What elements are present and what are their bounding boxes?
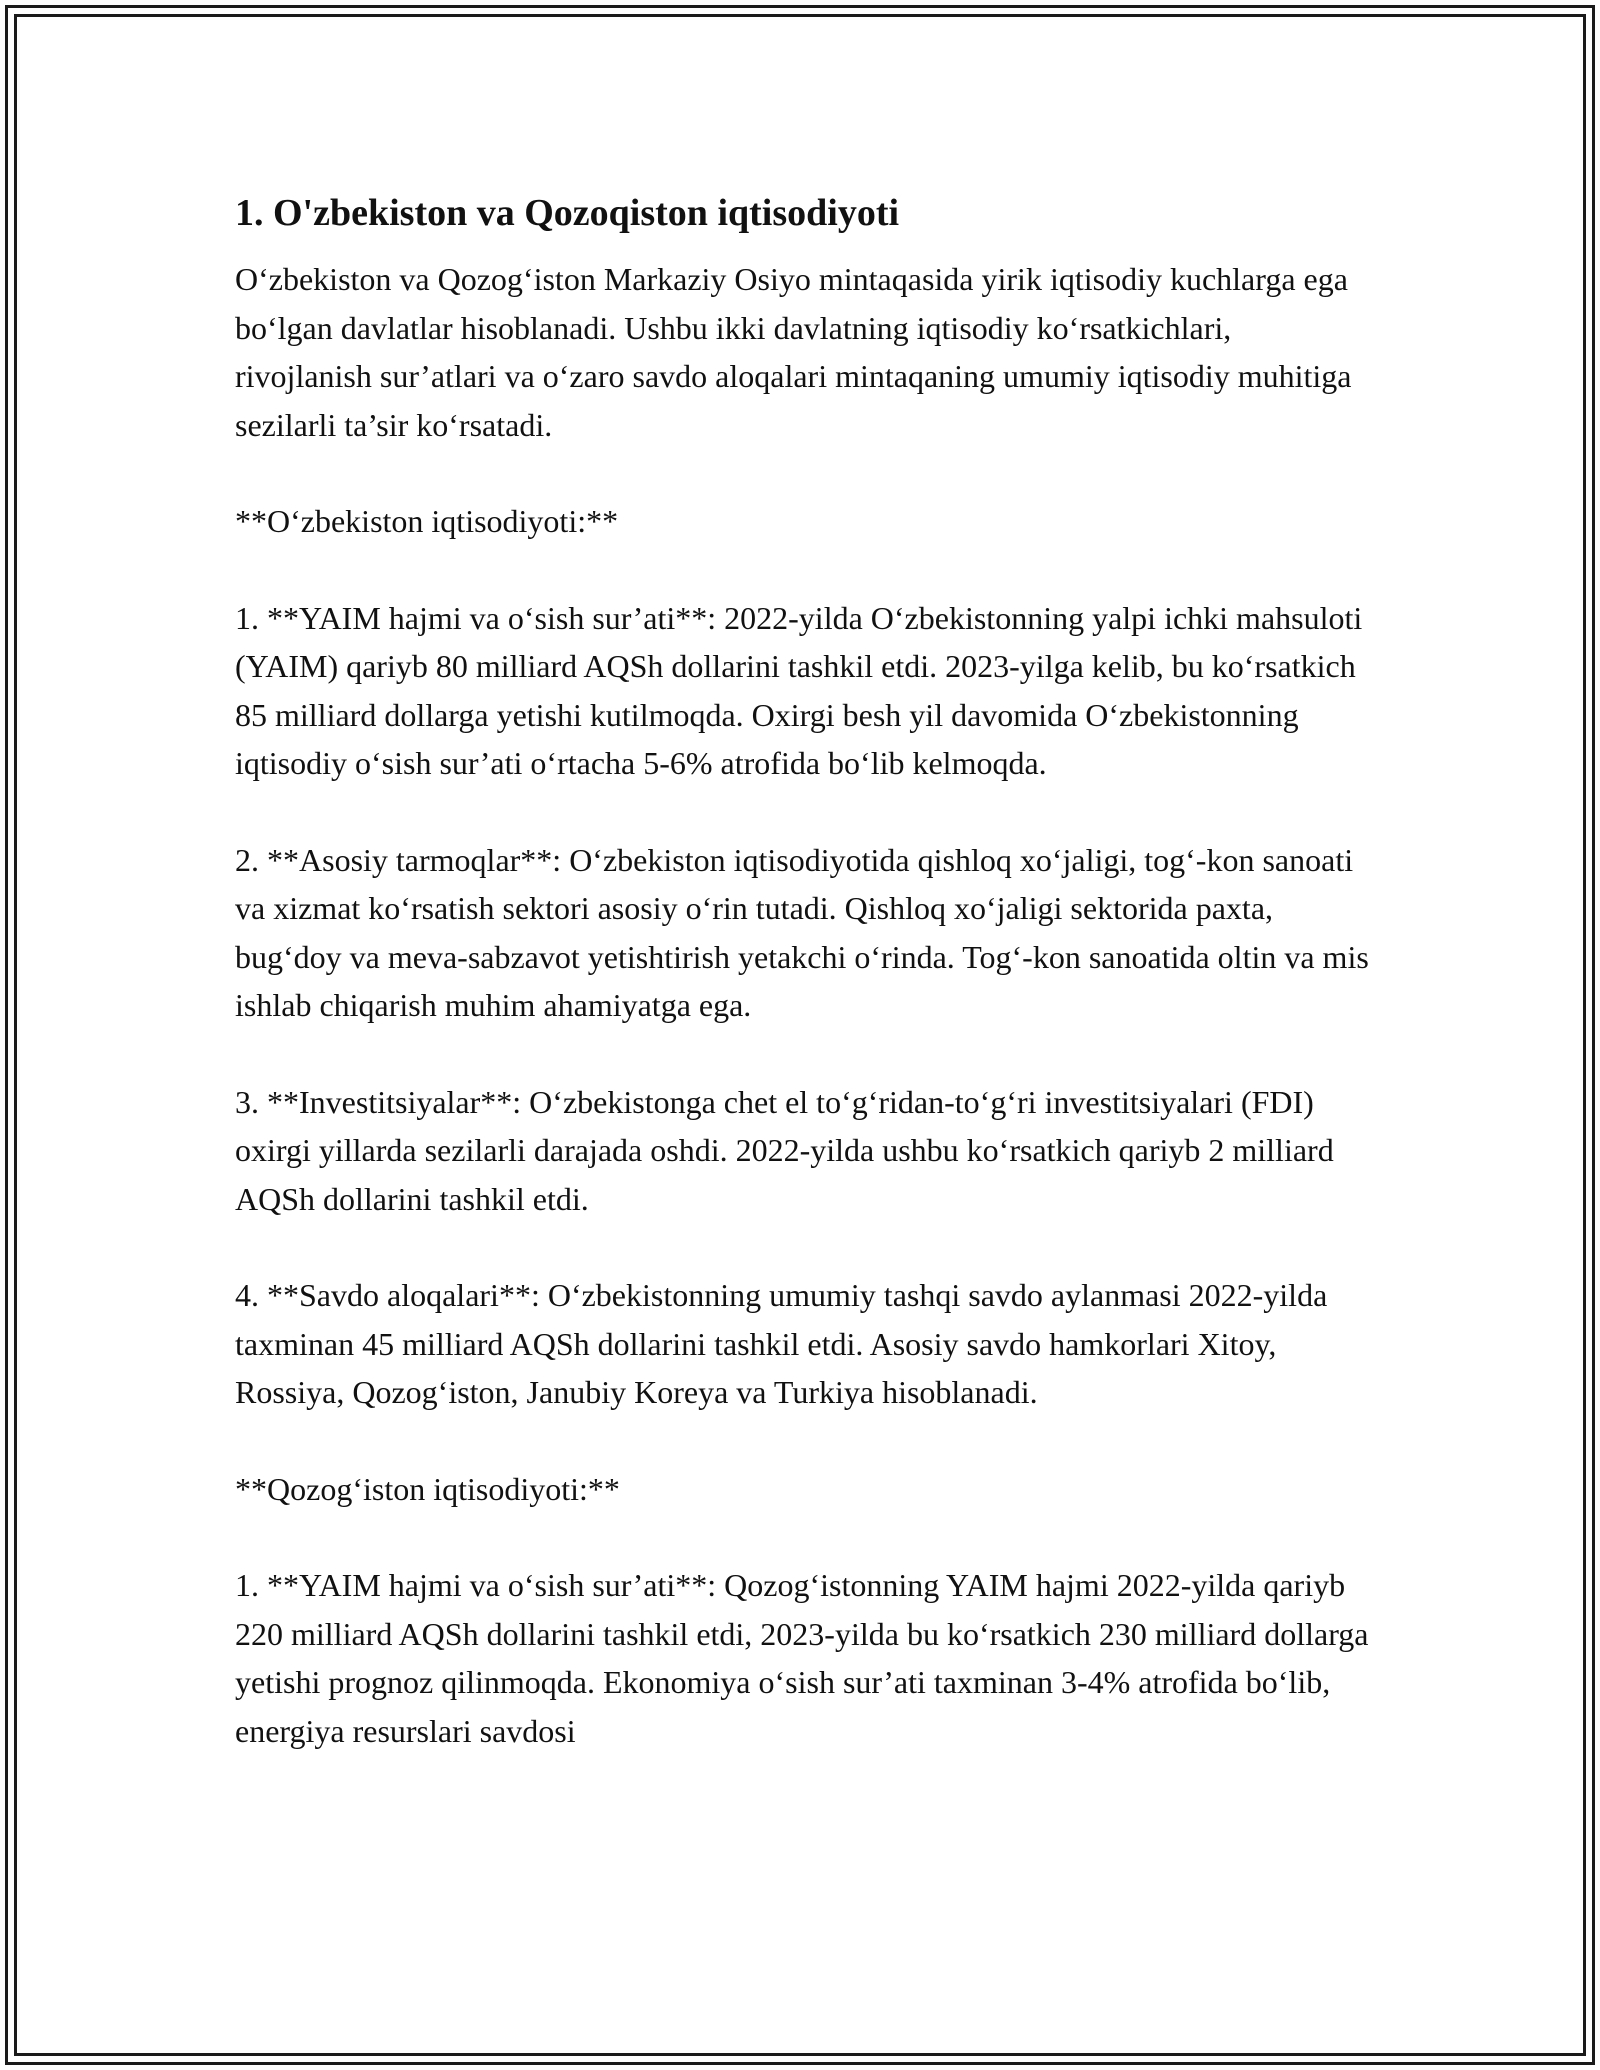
uzbekistan-sectors-paragraph: 2. **Asosiy tarmoqlar**: O‘zbekiston iqtisodiyotida qishloq xo‘jaligi, tog‘-kon sanoati va xizmat ko‘rsatish sektori asosiy o‘rin tutadi. Qishloq xo‘jaligi sektorida paxta, bug‘doy va meva-sabzavot yetishtirish yetakchi o‘rinda. Tog‘-kon sanoatida oltin va mis ishlab chiqarish muhim ahamiyatga ega. — [235, 841, 1369, 1023]
uzbekistan-gdp-paragraph: 1. **YAIM hajmi va o‘sish sur’ati**: 2022-yilda O‘zbekistonning yalpi ichki mahsuloti (YAIM) qariyb 80 milliard AQSh dollarini tashkil etdi. 2023-yilga kelib, bu ko‘rsatkich 85 milliard dollarga yetishi kutilmoqda. Oxirgi besh yil davomida O‘zbekistonning iqtisodiy o‘sish sur’ati o‘rtacha 5-6% atrofida bo‘lib kelmoqda. — [235, 599, 1363, 781]
uzbekistan-investments-paragraph: 3. **Investitsiyalar**: O‘zbekistonga chet el to‘g‘ridan-to‘g‘ri investitsiyalari (FDI) oxirgi yillarda sezilarli darajada oshdi. 2022-yilda ushbu ko‘rsatkich qariyb 2 milliard AQSh dollarini tashkil etdi. — [235, 1083, 1334, 1217]
uzbekistan-subheading: **O‘zbekiston iqtisodiyoti:** — [235, 503, 619, 539]
section-heading: 1. O'zbekiston va Qozoqiston iqtisodiyoti — [235, 192, 900, 234]
document-body — [235, 187, 1375, 1803]
intro-paragraph: O‘zbekiston va Qozog‘iston Markaziy Osiyo mintaqasida yirik iqtisodiy kuchlarga ega bo‘lgan davlatlar hisoblanadi. Ushbu ikki davlatning iqtisodiy ko‘rsatkichlari, rivojlanish sur’atlari va o‘zaro savdo aloqalari mintaqaning umumiy iqtisodiy muhitiga sezilarli ta’sir ko‘rsatadi. — [235, 261, 1352, 443]
uzbekistan-trade-paragraph: 4. **Savdo aloqalari**: O‘zbekistonning umumiy tashqi savdo aylanmasi 2022-yilda taxminan 45 milliard AQSh dollarini tashkil etdi. Asosiy savdo hamkorlari Xitoy, Rossiya, Qozog‘iston, Janubiy Koreya va Turkiya hisoblanadi. — [235, 1277, 1328, 1410]
kazakhstan-gdp-paragraph: 1. **YAIM hajmi va o‘sish sur’ati**: Qozog‘istonning YAIM hajmi 2022-yilda qariyb 220 milliard AQSh dollarini tashkil etdi, 2023-yilda bu ko‘rsatkich 230 milliard dollarga yetishi prognoz qilinmoqda. Ekonomiya o‘sish sur’ati taxminan 3-4% atrofida bo‘lib, energiya resurslari savdosi — [235, 1567, 1369, 1749]
kazakhstan-subheading: **Qozog‘iston iqtisodiyoti:** — [235, 1470, 620, 1507]
